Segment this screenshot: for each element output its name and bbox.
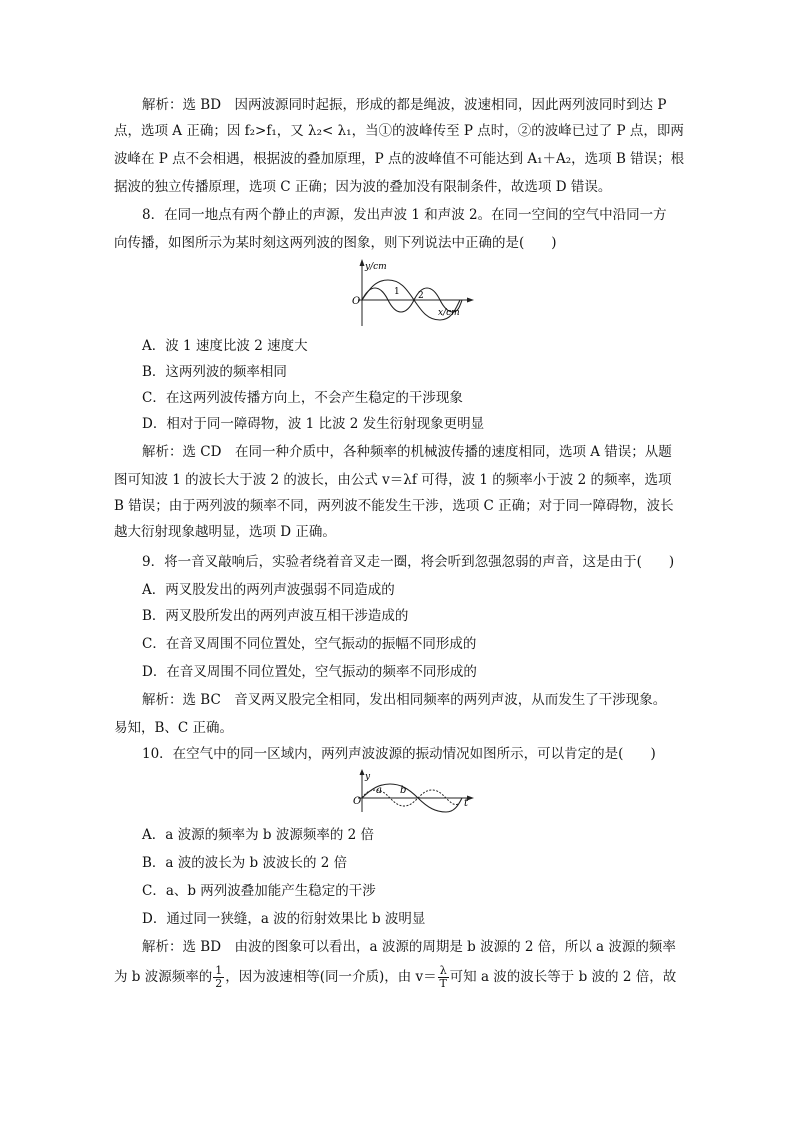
q8-option-d: D．相对于同一障碍物，波 1 比波 2 发生衍射现象更明显 xyxy=(142,416,485,432)
p1-line-2: 点，选项 A 正确；因 f₂>f₁，又 λ₂< λ₁，当①的波峰传至 P 点时，②的波峰已过了 P 点，即两 xyxy=(114,123,684,139)
fraction-one-half xyxy=(213,965,224,990)
q9-line-1: 9．将一音叉敲响后，实验者绕着音叉走一圈，将会听到忽强忽弱的声音，这是由于( ) xyxy=(142,554,675,570)
q8-solution-2: 图可知波 1 的波长大于波 2 的波长，由公式 v＝λf 可得，波 1 的频率小于波 2 的频率，选项 xyxy=(114,472,672,488)
q10-solution-1: 解析：选 BD 由波的图象可以看出，a 波源的周期是 b 波源的 2 倍，所以 a 波源的频率 xyxy=(142,939,676,955)
q8-solution-4: 越大衍射现象越明显，选项 D 正确。 xyxy=(114,524,336,540)
q10-label-b: b xyxy=(400,785,407,796)
q8-solution-3: B 错误；由于两列波的频率不同，两列波不能发生干涉，选项 C 正确；对于同一障碍物，波长 xyxy=(114,498,674,514)
q8-origin: O xyxy=(352,296,361,307)
q8-wave-figure xyxy=(340,258,480,330)
q9-solution-1: 解析：选 BC 音叉两叉股完全相同，发出相同频率的两列声波，从而发生了干涉现象。 xyxy=(142,692,667,708)
q10-xlabel: t xyxy=(464,798,469,809)
q10-option-d: D．通过同一狭缝，a 波的衍射效果比 b 波明显 xyxy=(142,911,426,927)
q10-option-c: C．a、b 两列波叠加能产生稳定的干涉 xyxy=(142,883,376,899)
q9-solution-2: 易知，B、C 正确。 xyxy=(114,720,234,736)
p1-line-4: 据波的独立传播原理，选项 C 正确；因为波的叠加没有限制条件，故选项 D 错误。 xyxy=(114,179,612,195)
q8-line-1: 8．在同一地点有两个静止的声源，发出声波 1 和声波 2。在同一空间的空气中沿同一方 xyxy=(142,207,667,223)
p1-line-3: 波峰在 P 点不会相遇，根据波的叠加原理，P 点的波峰值不可能达到 A₁＋A₂，选项 B 错误；根 xyxy=(114,151,685,167)
q9-option-d: D．在音叉周围不同位置处，空气振动的频率不同形成的 xyxy=(142,664,477,680)
fraction-numerator: λ xyxy=(439,964,447,977)
q10-option-a: A．a 波源的频率为 b 波源频率的 2 倍 xyxy=(142,827,374,843)
q8-x-arrow xyxy=(467,298,474,303)
q10-label-a: a xyxy=(376,785,382,796)
fraction-lambda-over-t xyxy=(438,965,449,990)
q10-option-b: B．a 波的波长为 b 波波长的 2 倍 xyxy=(142,855,348,871)
q8-option-b: B．这两列波的频率相同 xyxy=(142,364,287,380)
q9-option-c: C．在音叉周围不同位置处，空气振动的振幅不同形成的 xyxy=(142,636,477,652)
q10-solution-2b: ，因为波速相等(同一介质)，由 v＝ xyxy=(225,969,437,985)
q9-option-b: B．两叉股所发出的两列声波互相干涉造成的 xyxy=(142,608,409,624)
q10-solution-2 xyxy=(114,962,676,992)
q10-y-arrow xyxy=(360,769,365,775)
q10-x-arrow xyxy=(467,796,474,801)
q10-line-1: 10．在空气中的同一区域内，两列声波波源的振动情况如图所示，可以肯定的是( ) xyxy=(142,746,656,762)
q8-option-a: A．波 1 速度比波 2 速度大 xyxy=(142,338,308,354)
q8-option-c: C．在这两列波传播方向上，不会产生稳定的干涉现象 xyxy=(142,390,463,406)
q10-origin: O xyxy=(353,796,362,807)
fraction-denominator: 2 xyxy=(215,977,223,990)
fraction-numerator: 1 xyxy=(215,964,223,977)
q8-solution-1: 解析：选 CD 在同一种介质中，各种频率的机械波传播的速度相同，选项 A 错误；从题 xyxy=(142,444,672,460)
q8-ylabel: y/cm xyxy=(365,262,387,272)
q8-line-2: 向传播，如图所示为某时刻这两列波的图象，则下列说法中正确的是( ) xyxy=(114,235,557,251)
q10-ylabel: y xyxy=(365,772,371,782)
q9-option-a: A．两叉股发出的两列声波强弱不同造成的 xyxy=(142,582,395,598)
q8-y-arrow xyxy=(360,259,365,266)
q8-xlabel: x/cm xyxy=(438,308,460,318)
q10-solution-2a: 为 b 波源频率的 xyxy=(114,969,213,985)
q10-wave-figure xyxy=(340,768,480,814)
q8-label-2: 2 xyxy=(418,291,424,301)
q8-label-1: 1 xyxy=(394,287,400,297)
p1-line-1: 解析：选 BD 因两波源同时起振，形成的都是绳波，波速相同，因此两列波同时到达 P xyxy=(142,97,667,113)
q10-solution-2c: 可知 a 波的波长等于 b 波的 2 倍，故 xyxy=(449,969,677,985)
fraction-denominator: T xyxy=(439,977,447,990)
